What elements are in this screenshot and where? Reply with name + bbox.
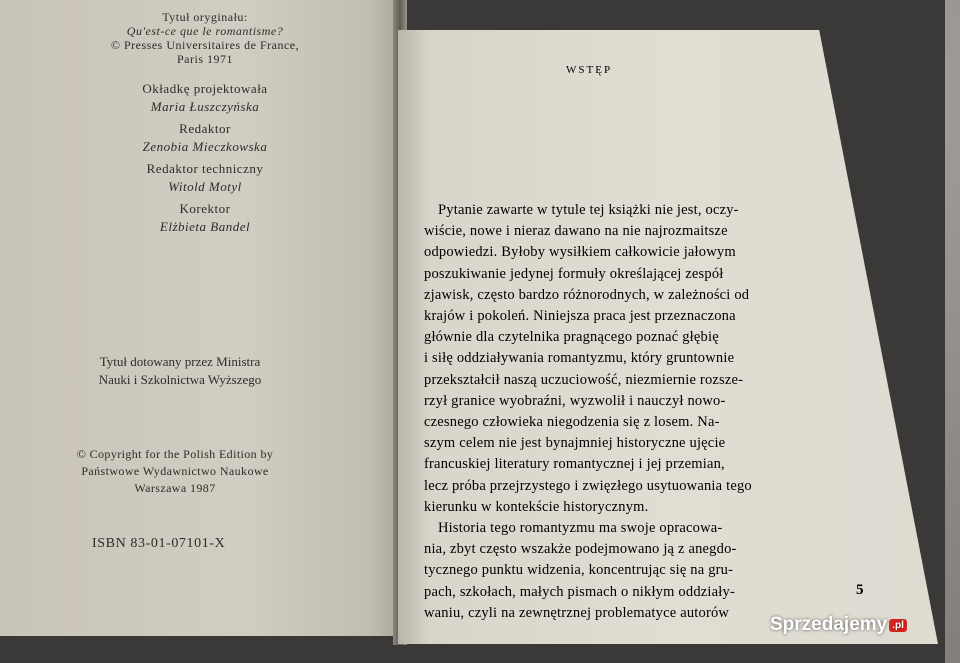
text-line: Historia tego romantyzmu ma swoje opracowa-: [438, 520, 723, 537]
text-line: czesnego człowieka niegodzenia się z losem. Na-: [424, 414, 720, 431]
credit-role: Okładkę projektowała: [142, 81, 268, 96]
watermark-badge: .pl: [889, 619, 907, 632]
funding-line: Nauki i Szkolnictwa Wyższego: [98, 372, 262, 387]
copyright-line: Państwowe Wydawnictwo Naukowe: [81, 464, 269, 478]
text-line: tycznego punktu widzenia, koncentrując się na gru-: [424, 562, 734, 579]
copyright-line: Warszawa 1987: [134, 481, 216, 495]
credit-cover: [40, 80, 370, 116]
credit-editor: [40, 120, 370, 156]
text-line: głównie dla czytelnika pragnącego poznać głębię: [424, 329, 719, 346]
body-text: [424, 200, 864, 624]
credit-name: Zenobia Mieczkowska: [142, 139, 268, 154]
credit-name: Witold Motyl: [168, 179, 242, 194]
credit-name: Elżbieta Bandel: [159, 219, 251, 234]
credit-name: Maria Łuszczyńska: [150, 99, 260, 114]
text-line: rzył granice wyobraźni, wyzwolił i nauczył nowo-: [424, 392, 726, 409]
watermark: [770, 614, 907, 636]
original-title-group: [40, 10, 370, 66]
credit-role: Redaktor techniczny: [146, 161, 264, 176]
text-line: pach, szkołach, małych pismach o nikłym oddziały-: [424, 583, 735, 600]
text-line: szym celem nie jest bynajmniej historyczne ujęcie: [424, 435, 726, 452]
text-line: waniu, czyli na zewnętrznej problematyce autorów: [424, 604, 730, 621]
credit-role: Korektor: [179, 201, 231, 216]
credit-proofreader: [40, 200, 370, 236]
imprint-block: [40, 10, 370, 240]
imprint-line: Paris 1971: [177, 52, 233, 66]
text-line: lecz próba przejrzystego i zwięzłego usytuowania tego: [424, 477, 752, 494]
chapter-heading: WSTĘP: [566, 64, 613, 76]
text-line: francuskiej literatury romantycznej i jej przemian,: [424, 456, 725, 473]
text-line: nia, zbyt często wszakże podejmowano ją z anegdo-: [424, 541, 737, 558]
text-line: poszukiwanie jedynej formuły określającej zespół: [424, 265, 724, 282]
text-line: i siłę oddziaływania romantyzmu, który gruntownie: [424, 350, 735, 367]
text-line: zjawisk, często bardzo różnorodnych, w zależności od: [424, 286, 750, 303]
credit-technical-editor: [40, 160, 370, 196]
imprint-line: Qu'est-ce que le romantisme?: [126, 24, 284, 38]
text-line: kierunku w kontekście historycznym.: [424, 498, 649, 515]
text-line: przekształcił naszą uczuciowość, niezmiernie rozsze-: [424, 371, 744, 388]
funding-line: Tytuł dotowany przez Ministra: [99, 354, 261, 369]
watermark-text: Sprzedajemy: [770, 614, 888, 635]
text-line: odpowiedzi. Byłoby wysiłkiem całkowicie jałowym: [424, 244, 736, 261]
isbn: ISBN 83-01-07101-X: [92, 536, 226, 551]
text-line: krajów i pokoleń. Niniejsza praca jest przeznaczona: [424, 308, 736, 325]
text-line: wiście, nowe i nieraz dawano na nie najrozmaitsze: [424, 223, 728, 240]
text-line: Pytanie zawarte w tytule tej książki nie jest, oczy-: [438, 202, 739, 218]
credit-role: Redaktor: [179, 121, 231, 136]
copyright-line: © Copyright for the Polish Edition by: [76, 447, 274, 461]
funding-note: [70, 353, 290, 389]
imprint-line: © Presses Universitaires de France,: [110, 38, 300, 52]
imprint-line: Tytuł oryginału:: [162, 10, 248, 24]
page-number: 5: [856, 582, 864, 598]
copyright-block: [40, 446, 310, 497]
left-page: [0, 0, 402, 636]
